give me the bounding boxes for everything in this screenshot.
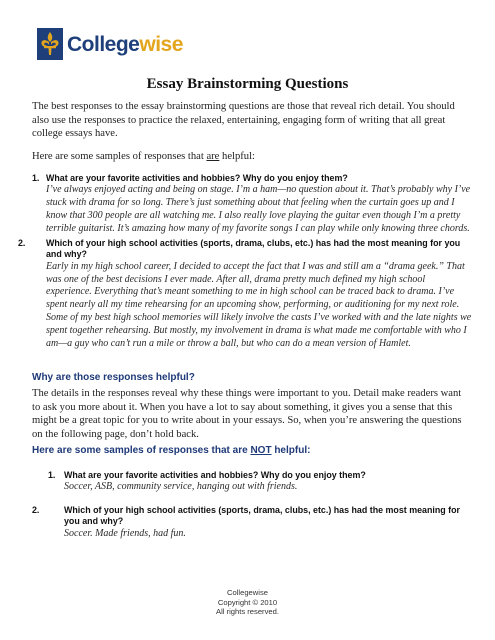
question-number: 1. [32,173,40,183]
footer-copyright: Copyright © 2010 [217,597,278,607]
intro-section [32,100,472,141]
helpful-heading-emphasis: are [206,151,220,162]
logo-wordmark [67,34,183,55]
not-helpful-heading [32,445,472,456]
question [32,505,472,528]
not-helpful-heading-prefix: Here are some samples of responses that are [32,445,251,456]
footer-rights: All rights reserved. [216,607,279,617]
question-number: 2. [32,505,40,515]
not-helpful-item-2 [32,505,472,541]
helpful-heading-suffix: helpful: [219,151,255,162]
question [32,173,472,184]
helpful-item-1 [32,173,472,236]
answer-text: Early in my high school career, I decided to accept the fact that I was and still am a “drama geek.” That was one of the best decisions I ever made. After all, drama pretty much defined my high school experience. Everything that’s meant something to me in high school can be traced back to drama. I’ve spent nearly all my time rehearsing for an upcoming show, performing, or auditioning for my next role. Some of my best high school memories will likely involve the casts I’ve worked with and the late nights we spent together rehearsing. But mostly, my involvement in drama is what made me comfortable with who I am—a guy who can’t run a mile or throw a ball, but who can do a mean version of Hamlet. [46,260,472,349]
collegewise-logo [37,27,183,61]
not-helpful-heading-emphasis: NOT [250,445,272,456]
helpful-heading-prefix: Here are some samples of responses that [32,151,207,162]
why-section [32,372,472,383]
helpful-heading [32,150,472,164]
question-text: Which of your high school activities (sports, drama, clubs, etc.) has had the most meaning for you and why? [46,238,461,260]
answer-text: Soccer. Made friends, had fun. [64,527,186,539]
footer-company: Collegewise [227,588,268,597]
intro-paragraph: The best responses to the essay brainstorming questions are those that reveal rich detail. You should also use the responses to practice the relaxed, entertaining, engaging form of writing that all great college essays have. [32,101,455,140]
question-number: 2. [18,238,26,248]
why-body-wrap [32,387,472,441]
why-heading: Why are those responses helpful? [32,372,195,383]
page-title: Essay Brainstorming Questions [146,76,349,92]
question [48,470,472,481]
not-helpful-heading-suffix: helpful: [271,445,311,456]
question-text: What are your favorite activities and hobbies? Why do you enjoy them? [46,173,348,183]
question-text: Which of your high school activities (sports, drama, clubs, etc.) has had the most meaning for you and why? [64,505,460,527]
answer-text: Soccer, ASB, community service, hanging out with friends. [64,481,298,493]
logo-text-college: College [67,32,140,56]
answer-text: I’ve always enjoyed acting and being on stage. I’m a ham—no question about it. That’s probably why I’ve stuck with drama for so long. There’s just something about that feeling when the curtain goes up and I know that 300 people are all watching me. I also really love playing the guitar even though I’m a pretty terrible guitarist. It’s amazing how many of my favorite songs I can play while only knowing three chords. [46,184,471,234]
why-paragraph: The details in the responses reveal why these things were important to you. Detail make readers want to ask you more about it. When you have a lot to say about something, it gives you a sense that this might be a great topic for you to write about in your essays. So, when you’re answering the questions on the following page, don’t hold back. [32,388,462,440]
not-helpful-item-1 [48,470,472,494]
question-number: 1. [48,470,56,480]
page-footer [0,588,495,617]
logo-text-wise: wise [139,32,183,56]
question [18,238,472,261]
fleur-de-lis-icon [37,28,63,60]
question-text: What are your favorite activities and hobbies? Why do you enjoy them? [64,470,366,480]
helpful-item-2 [18,238,472,350]
